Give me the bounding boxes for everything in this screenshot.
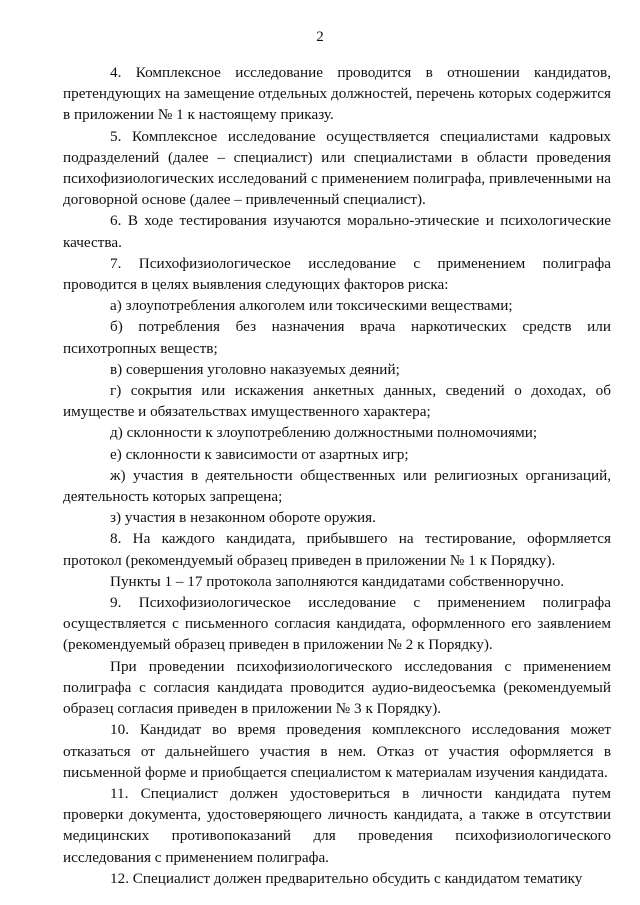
list-item-b: б) потребления без назначения врача наркотических средств или психотропных веществ;: [63, 318, 611, 357]
paragraph-10: 10. Кандидат во время проведения комплексного исследования может отказаться от дальнейшего участия в нем. Отказ от участия оформляется в письменной форме и приобщается специалистом к материалам изучения кандидата.: [63, 721, 611, 781]
list-item-d: д) склонности к злоупотреблению должностными полномочиями;: [110, 424, 538, 442]
paragraph-5: 5. Комплексное исследование осуществляется специалистами кадровых подразделений (далее – специалист) или специалистами в области проведения психофизиологических исследований с применением полиграфа, привлеченными на договорной основе (далее – привлеченный специалист).: [63, 127, 611, 209]
paragraph-8-note: Пункты 1 – 17 протокола заполняются кандидатами собственноручно.: [110, 572, 565, 590]
paragraph-11: 11. Специалист должен удостовериться в личности кандидата путем проверки документа, удостоверяющего личность кандидата, а также в отсутствии медицинских противопоказаний для проведения психофизиологического исследования с применением полиграфа.: [63, 784, 611, 866]
paragraph-4: 4. Комплексное исследование проводится в отношении кандидатов, претендующих на замещение отдельных должностей, перечень которых содержится в приложении № 1 к настоящему приказу.: [63, 64, 611, 124]
list-item-z: з) участия в незаконном обороте оружия.: [110, 509, 376, 527]
list-item-a: а) злоупотребления алкоголем или токсическими веществами;: [110, 297, 513, 315]
paragraph-9-video: При проведении психофизиологического исследования с применением полиграфа с согласия кандидата проводится аудио-видеосъемка (рекомендуемый образец согласия приведен в приложении № 3 к Порядку).: [63, 657, 611, 718]
paragraph-12: 12. Специалист должен предварительно обсудить с кандидатом тематику: [110, 869, 583, 887]
list-item-e: е) склонности к зависимости от азартных игр;: [110, 445, 409, 463]
list-item-zh: ж) участия в деятельности общественных или религиозных организаций, деятельность которых запрещена;: [63, 466, 611, 506]
document-body: [63, 62, 611, 889]
list-item-g: г) сокрытия или искажения анкетных данных, сведений о доходах, об имуществе и обязательствах имущественного характера;: [63, 382, 611, 421]
paragraph-6: 6. В ходе тестирования изучаются морально-этические и психологические качества.: [63, 212, 611, 251]
paragraph-7: 7. Психофизиологическое исследование с применением полиграфа проводится в целях выявления следующих факторов риска:: [63, 254, 611, 294]
paragraph-8: 8. На каждого кандидата, прибывшего на тестирование, оформляется протокол (рекомендуемый образец приведен в приложении № 1 к Порядку).: [63, 530, 611, 569]
page-number: 2: [316, 29, 324, 45]
paragraph-9: 9. Психофизиологическое исследование с применением полиграфа осуществляется с письменного согласия кандидата, оформленного его заявлением (рекомендуемый образец приведен в приложении № 2 к Порядку).: [63, 594, 611, 654]
list-item-v: в) совершения уголовно наказуемых деяний;: [110, 360, 400, 378]
